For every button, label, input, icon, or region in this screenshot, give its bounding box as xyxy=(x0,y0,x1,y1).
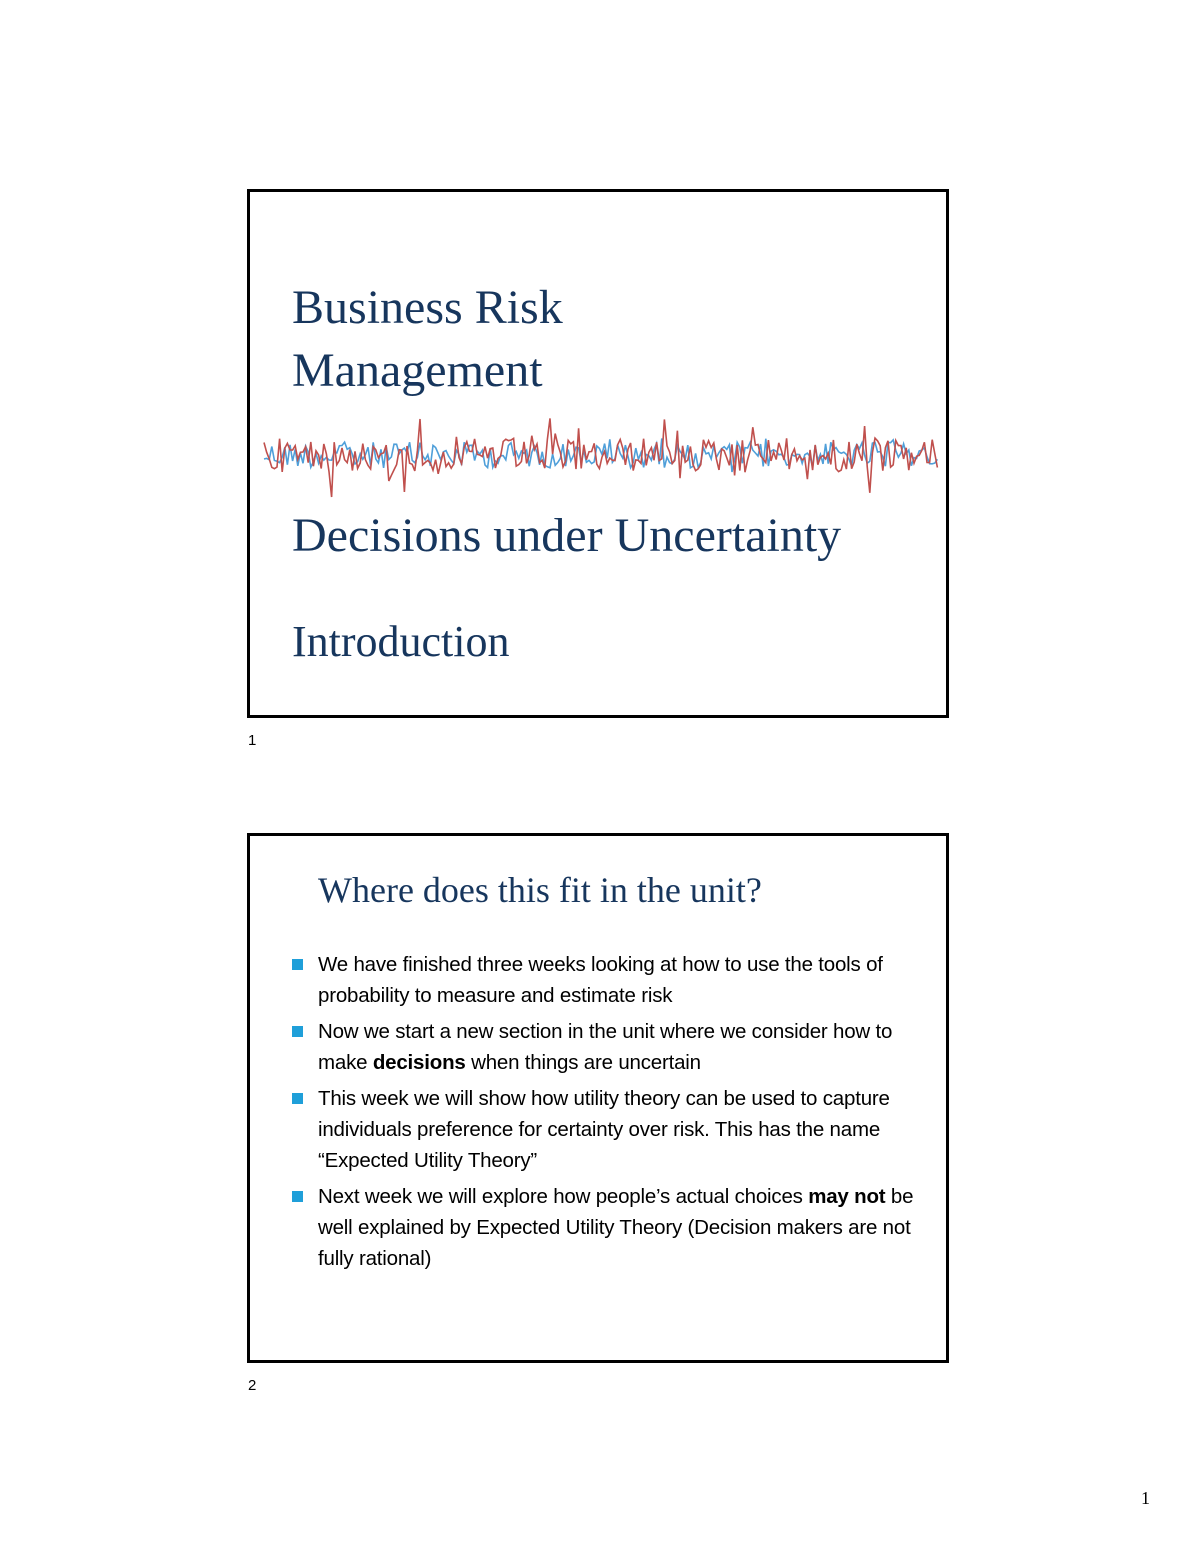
bullet-text-continued: be well explained by Expected Utility Theory (Decision makers are not fully rational) xyxy=(318,1185,914,1270)
bullet-text: Next week we will explore how people’s actual choices xyxy=(318,1185,809,1208)
noise-signal-graphic xyxy=(262,408,940,503)
square-bullet-icon xyxy=(292,1191,303,1202)
bullet-text: This week we will show how utility theory can be used to capture individuals preference for certainty over risk. This has the name “Expected Utility Theory” xyxy=(318,1087,890,1172)
slide-2-title: Where does this fit in the unit? xyxy=(318,870,762,910)
title-line-1: Business Risk xyxy=(292,281,563,334)
bullet-item xyxy=(288,1181,928,1274)
bullet-item xyxy=(288,949,928,1011)
square-bullet-icon xyxy=(292,1093,303,1104)
slide-2 xyxy=(247,833,949,1363)
subtitle: Decisions under Uncertainty xyxy=(292,509,842,562)
bullet-item xyxy=(288,1083,928,1176)
square-bullet-icon xyxy=(292,1026,303,1037)
noise-series-red xyxy=(264,418,937,497)
bullet-emphasis: may not xyxy=(808,1185,886,1208)
square-bullet-icon xyxy=(292,959,303,970)
page-number: 1 xyxy=(1141,1488,1150,1508)
bullet-text: Now we start a new section in the unit where we consider how to make xyxy=(318,1020,893,1074)
bullet-item xyxy=(288,1016,928,1078)
slide-1 xyxy=(247,189,949,718)
bullet-text-continued: when things are uncertain xyxy=(465,1051,701,1074)
bullet-emphasis: decisions xyxy=(372,1051,466,1074)
bullet-list xyxy=(288,949,928,1279)
section-title: Introduction xyxy=(292,617,510,666)
slide-number-1: 1 xyxy=(248,732,257,749)
bullet-text: We have finished three weeks looking at how to use the tools of probability to measure and estimate risk xyxy=(318,953,883,1007)
title-line-2: Management xyxy=(292,344,543,397)
slide-number-2: 2 xyxy=(248,1377,257,1394)
